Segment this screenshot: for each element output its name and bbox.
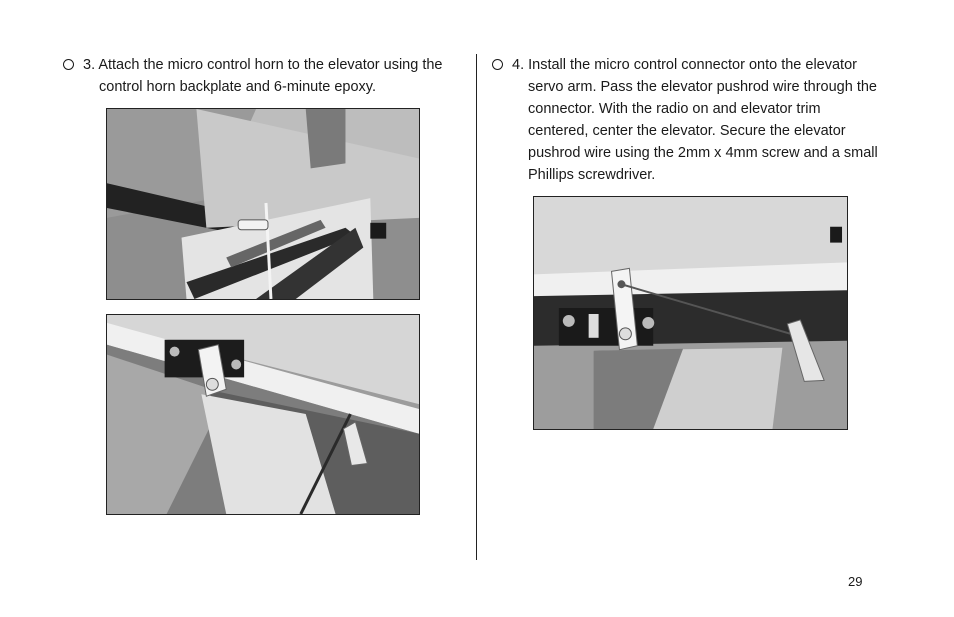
step-4-number: 4. xyxy=(512,57,525,73)
step-4-rest: servo arm. Pass the elevator pushrod wire through the connector. With the radio on and elevator trim centered, center the elevator. Secure the elevator pushrod wire using the 2mm x 4mm screw and a small Phillips screwdriver. xyxy=(528,79,878,183)
step-3 xyxy=(63,54,463,98)
photo-servo-control-horn xyxy=(106,314,420,515)
photo-pushrod-connector xyxy=(533,196,848,430)
step-3-number: 3. xyxy=(83,57,96,73)
photo-servo-control-horn-drawing xyxy=(107,315,419,514)
step-3-line2: control horn backplate and 6-minute epoxy. xyxy=(99,79,377,95)
photo-control-horn-elevator-drawing xyxy=(107,109,419,299)
step-4-line1: Install the micro control connector onto the elevator xyxy=(528,57,857,73)
photo-control-horn-elevator xyxy=(106,108,420,300)
step-3-line1: Attach the micro control horn to the elevator using the xyxy=(98,57,443,73)
page-number: 29 xyxy=(848,574,863,589)
step-4 xyxy=(492,54,882,186)
column-divider xyxy=(476,54,477,560)
checkbox-circle-icon[interactable] xyxy=(492,59,503,70)
checkbox-circle-icon[interactable] xyxy=(63,59,74,70)
photo-pushrod-connector-drawing xyxy=(534,197,847,429)
